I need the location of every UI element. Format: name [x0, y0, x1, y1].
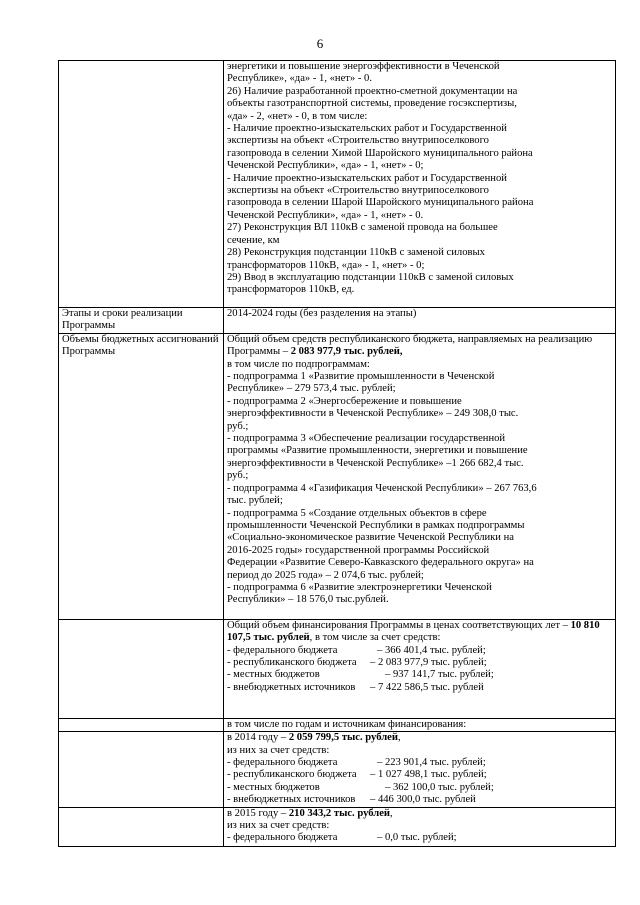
source-name: - республиканского бюджета — [227, 769, 357, 781]
source-value: – 2 083 977,9 тыс. рублей; — [370, 657, 487, 669]
source-value: – 937 141,7 тыс. рублей; — [385, 669, 494, 681]
text-line: 28) Реконструкция подстанции 110кВ с заменой силовых — [227, 247, 485, 259]
year-sub: из них за счет средств: — [227, 820, 330, 832]
source-value: – 362 100,0 тыс. рублей; — [385, 781, 494, 793]
source-line — [227, 645, 612, 657]
label-cell-empty — [59, 807, 224, 846]
stages-value: 2014-2024 годы (без разделения на этапы) — [224, 308, 616, 334]
table-row-indicators-continued — [59, 61, 616, 308]
text-line: руб.; — [227, 470, 249, 482]
source-name: - федерального бюджета — [227, 832, 338, 844]
total-after: , в том числе за счет средств: — [309, 632, 441, 644]
text-line: - подпрограмма 6 «Развитие электроэнергетики Чеченской — [227, 581, 492, 593]
label-cell-empty — [59, 61, 224, 308]
text-line: сечение, км — [227, 234, 280, 246]
text-line: газопровода в селении Шарой Шаройского муниципального района — [227, 197, 534, 209]
by-year-header: в том числе по годам и источникам финансирования: — [224, 718, 616, 731]
year-2015-total — [227, 808, 612, 820]
text-line: программы «Развитие промышленности, энергетики и повышение — [227, 445, 528, 457]
text-line: в том числе по подпрограммам: — [227, 358, 370, 370]
text-line: тыс. рублей; — [227, 495, 283, 507]
year-prefix: в 2015 году – — [227, 807, 289, 819]
text-line: 29) Ввод в эксплуатацию подстанции 110кВ с заменой силовых — [227, 271, 514, 283]
source-value: – 7 422 586,5 тыс. рублей — [370, 681, 484, 693]
table-row-total-financing — [59, 619, 616, 718]
source-line — [227, 757, 612, 769]
text-line: промышленности Чеченской Республики в рамках подпрограммы — [227, 519, 525, 531]
year-sub: из них за счет средств: — [227, 744, 330, 756]
label-cell-empty — [59, 619, 224, 718]
year-2014-financing — [224, 732, 616, 807]
text-line: Чеченской Республики», «да» - 1, «нет» - 0; — [227, 160, 424, 172]
source-name: - местных бюджетов — [227, 781, 320, 793]
table-row-stages — [59, 308, 616, 334]
source-line — [227, 832, 612, 844]
text-line: - подпрограмма 1 «Развитие промышленности в Чеченской — [227, 371, 495, 383]
text-line: Республики» – 18 576,0 тыс.рублей. — [227, 594, 389, 606]
budget-intro — [227, 334, 612, 359]
text-line: - подпрограмма 3 «Обеспечение реализации государственной — [227, 433, 506, 445]
source-value: – 0,0 тыс. рублей; — [377, 832, 457, 844]
text-line: - Наличие проектно-изыскательских работ и Государственной — [227, 123, 507, 135]
source-value: – 446 300,0 тыс. рублей — [370, 794, 476, 806]
source-line — [227, 782, 612, 794]
text-line: - Наличие проектно-изыскательских работ и Государственной — [227, 172, 507, 184]
year-2015-financing — [224, 807, 616, 846]
text-line: 27) Реконструкция ВЛ 110кВ с заменой провода на большее — [227, 222, 498, 234]
source-name: - республиканского бюджета — [227, 657, 357, 669]
page-number: 6 — [316, 36, 324, 51]
stages-label: Этапы и сроки реализации Программы — [59, 308, 224, 334]
source-name: - внебюджетных источников — [227, 794, 356, 806]
text-line: Республике», «да» - 1, «нет» - 0. — [227, 73, 372, 85]
source-line — [227, 682, 612, 694]
program-passport-table — [58, 60, 616, 847]
year-amount: 2 059 799,5 тыс. рублей — [288, 732, 398, 744]
source-name: - местных бюджетов — [227, 669, 320, 681]
text-line: - подпрограмма 5 «Создание отдельных объектов в сфере — [227, 507, 487, 519]
text-line: экспертизы на объект «Строительство внутрипоселкового — [227, 135, 489, 147]
text-line: Федерации «Развитие Северо-Кавказского федерального округа» на — [227, 557, 534, 569]
budget-details — [224, 333, 616, 619]
text-line: экспертизы на объект «Строительство внутрипоселкового — [227, 185, 489, 197]
total-financing — [224, 619, 616, 718]
source-value: – 223 901,4 тыс. рублей; — [377, 757, 486, 769]
source-name: - внебюджетных источников — [227, 681, 356, 693]
total-intro — [227, 620, 612, 645]
source-value: – 366 401,4 тыс. рублей; — [377, 644, 486, 656]
table-row-year-2014 — [59, 732, 616, 807]
source-value: – 1 027 498,1 тыс. рублей; — [370, 769, 487, 781]
year-suffix: , — [390, 807, 393, 819]
source-line — [227, 657, 612, 669]
text-line: газопровода в селении Химой Шаройского муниципального района — [227, 147, 533, 159]
table-row-budget — [59, 333, 616, 619]
text-line: «да» - 2, «нет» - 0, в том числе: — [227, 110, 368, 122]
text-line: энергоэффективности в Чеченской Республике» – 249 308,0 тыс. — [227, 408, 519, 420]
budget-intro-amount: 2 083 977,9 тыс. рублей, — [290, 346, 403, 358]
label-cell-empty — [59, 718, 224, 731]
text-line: 2016-2025 годы» государственной программы Российской — [227, 544, 490, 556]
year-amount: 210 343,2 тыс. рублей — [288, 807, 391, 819]
indicators-list — [224, 61, 616, 308]
year-suffix: , — [397, 732, 401, 744]
table-row-year-2015 — [59, 807, 616, 846]
text-line: энергетики и повышение энергоэффективности в Чеченской — [227, 61, 500, 72]
budget-intro-text: Общий объем средств республиканского бюджета, направляемых на реализацию Программы – — [227, 333, 593, 358]
year-prefix: в 2014 году – — [227, 732, 289, 744]
text-line: - подпрограмма 2 «Энергосбережение и повышение — [227, 395, 462, 407]
source-line — [227, 669, 612, 681]
total-intro-text: Общий объем финансирования Программы в ценах соответствующих лет – — [227, 619, 571, 631]
label-cell-empty — [59, 732, 224, 807]
text-line: объекты газотранспортной системы, проведение госэкспертизы, — [227, 98, 517, 110]
text-line: - подпрограмма 4 «Газификация Чеченской Республики» – 267 763,6 — [227, 482, 537, 494]
text-line: Республике» – 279 573,4 тыс. рублей; — [227, 383, 396, 395]
source-name: - федерального бюджета — [227, 757, 338, 769]
text-line: 26) Наличие разработанной проектно-сметной документации на — [227, 85, 518, 97]
budget-label: Объемы бюджетных ассигнований Программы — [59, 333, 224, 619]
table-row-by-year-header — [59, 718, 616, 731]
text-line: Чеченской Республики», «да» - 1, «нет» - 0. — [227, 209, 424, 221]
text-line: энергоэффективности в Чеченской Республике» –1 266 682,4 тыс. — [227, 457, 524, 469]
text-line: период до 2025 года» – 2 074,6 тыс. рублей; — [227, 569, 424, 581]
source-name: - федерального бюджета — [227, 644, 338, 656]
text-line: «Социально-экономическое развитие Чеченской Республики на — [227, 532, 514, 544]
text-line: трансформаторов 110кВ, ед. — [227, 284, 355, 296]
text-line: трансформаторов 110кВ, «да» - 1, «нет» - 0; — [227, 259, 425, 271]
source-line — [227, 794, 612, 806]
source-line — [227, 769, 612, 781]
year-2014-total — [227, 732, 612, 744]
text-line: руб.; — [227, 420, 249, 432]
total-amount: 10 810 107,5 тыс. рублей — [227, 619, 600, 644]
